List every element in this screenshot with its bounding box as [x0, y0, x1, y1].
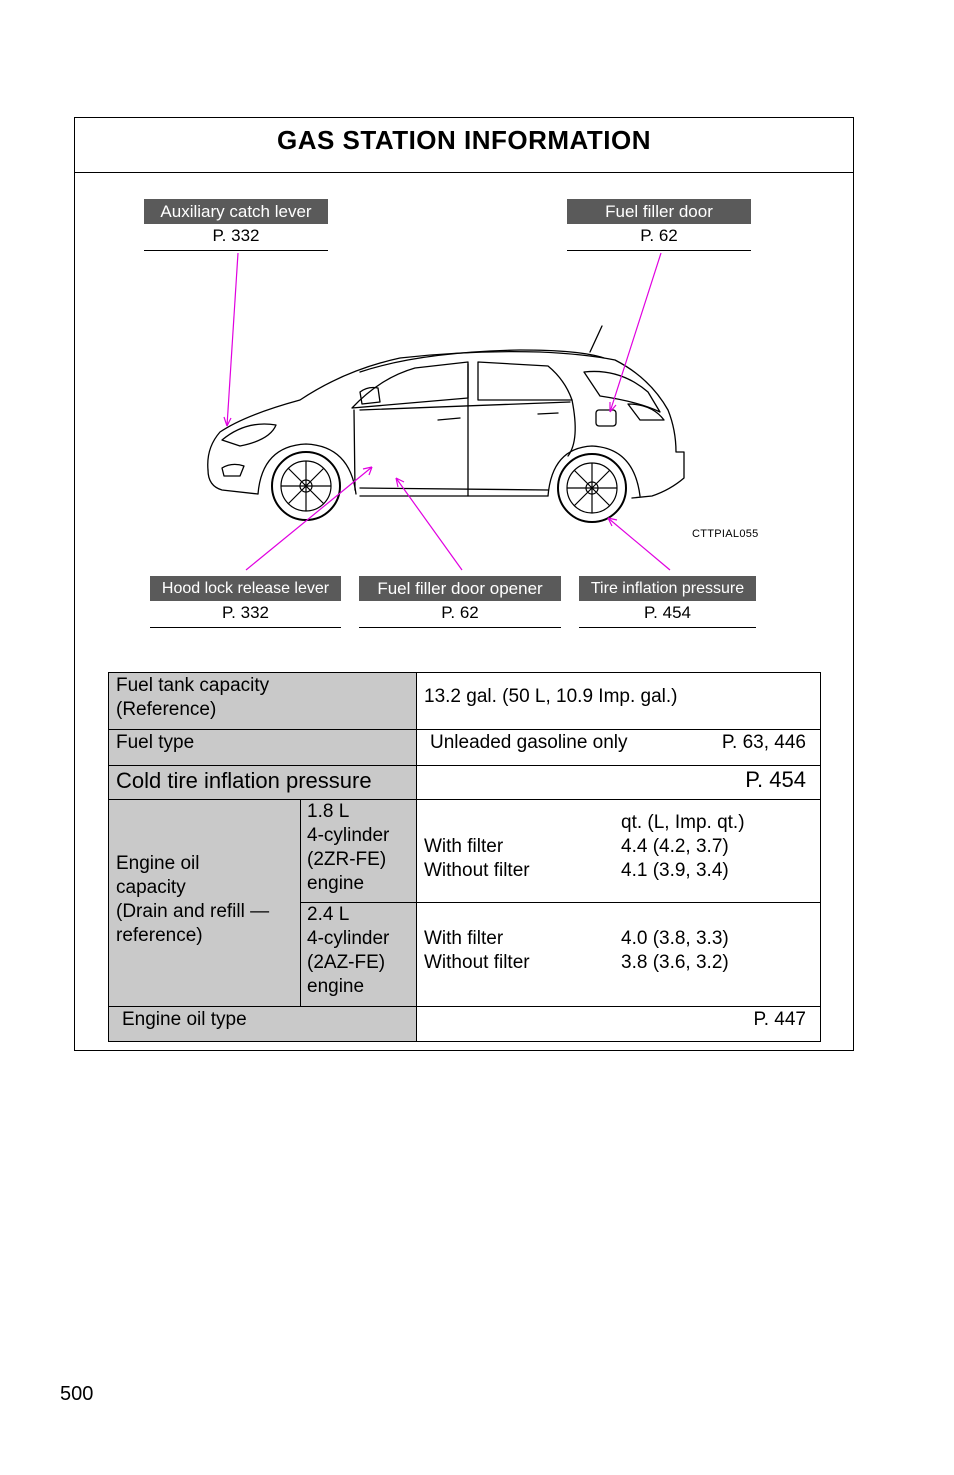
fuel-type-label: Fuel type — [116, 732, 195, 753]
cold-tire-page-ref: P. 454 — [745, 767, 806, 792]
fuel-type-page-ref: P. 63, 446 — [721, 732, 806, 753]
callout-auxiliary-catch-lever — [144, 199, 328, 251]
oil-type-value-cell — [416, 1006, 820, 1041]
cold-tire-value-cell — [416, 765, 820, 799]
engine-oil-label-line3: (Drain and refill — — [116, 901, 270, 922]
oil-unit: qt. (L, Imp. qt.) — [621, 812, 745, 833]
callout-tire-inflation-pressure — [579, 576, 756, 628]
engine2-with-filter-value: 4.0 (3.8, 3.3) — [621, 928, 729, 949]
engine2-line4: engine — [307, 976, 365, 997]
pointer-fuel-door — [610, 253, 661, 412]
engine-oil-label-cell — [109, 799, 300, 1006]
callout-page-ref: P. 332 — [144, 224, 328, 251]
fuel-tank-label-line2: (Reference) — [116, 699, 217, 720]
callout-hood-lock-release-lever — [150, 576, 341, 628]
engine-oil-label-line4: reference) — [116, 925, 203, 946]
engine2-without-filter-value: 3.8 (3.6, 3.2) — [621, 952, 729, 973]
engine2-line1: 2.4 L — [307, 904, 350, 925]
pointer-aux-catch — [227, 253, 238, 426]
oil-type-page-ref: P. 447 — [753, 1009, 806, 1030]
engine-oil-label-line1: Engine oil — [116, 853, 200, 874]
oil-type-label-cell — [109, 1006, 416, 1041]
callout-fuel-filler-door-opener — [359, 576, 561, 628]
cold-tire-label-cell — [109, 765, 416, 799]
fuel-type-value-cell — [416, 729, 820, 765]
page-number: 500 — [60, 1383, 94, 1405]
callout-label: Fuel filler door — [567, 199, 751, 224]
engine1-line1: 1.8 L — [307, 801, 350, 822]
engine2-with-filter-label: With filter — [424, 928, 504, 949]
callout-label: Fuel filler door opener — [359, 576, 561, 601]
rear-wheel — [558, 454, 626, 522]
callout-label: Tire inflation pressure — [579, 576, 756, 601]
callout-label: Hood lock release lever — [150, 576, 341, 601]
engine2-line2: 4-cylinder — [307, 928, 390, 949]
fuel-tank-label-line1: Fuel tank capacity — [116, 675, 270, 696]
cold-tire-label: Cold tire inflation pressure — [116, 768, 372, 793]
car-outline — [208, 326, 684, 498]
engine1-without-filter-value: 4.1 (3.9, 3.4) — [621, 860, 729, 881]
engine1-line3: (2ZR-FE) — [307, 849, 387, 870]
pointer-tire-pressure — [608, 518, 670, 570]
engine2-label-cell — [300, 902, 416, 1006]
front-wheel — [272, 452, 340, 520]
pointer-fuel-opener — [396, 478, 462, 570]
pointer-lines — [224, 253, 670, 570]
fuel-tank-value: 13.2 gal. (50 L, 10.9 Imp. gal.) — [424, 686, 678, 707]
engine1-line2: 4-cylinder — [307, 825, 390, 846]
callout-page-ref: P. 332 — [150, 601, 341, 628]
page-title: GAS STATION INFORMATION — [276, 125, 652, 155]
fuel-type-label-cell — [109, 729, 416, 765]
engine1-with-filter-value: 4.4 (4.2, 3.7) — [621, 836, 729, 857]
engine1-line4: engine — [307, 873, 365, 894]
spec-table — [108, 672, 821, 1042]
callout-page-ref: P. 62 — [359, 601, 561, 628]
callout-page-ref: P. 454 — [579, 601, 756, 628]
engine2-values-cell — [416, 902, 820, 1006]
engine1-without-filter-label: Without filter — [424, 860, 530, 881]
callout-label: Auxiliary catch lever — [144, 199, 328, 224]
engine1-values-cell — [416, 799, 820, 902]
fuel-tank-label-cell — [109, 673, 416, 729]
fuel-tank-value-cell — [416, 673, 820, 729]
engine1-with-filter-label: With filter — [424, 836, 504, 857]
figure-code: CTTPIAL055 — [692, 528, 759, 540]
fuel-type-value: Unleaded gasoline only — [430, 732, 628, 753]
oil-type-label: Engine oil type — [122, 1009, 247, 1030]
engine2-line3: (2AZ-FE) — [307, 952, 386, 973]
callout-page-ref: P. 62 — [567, 224, 751, 251]
engine-oil-label-line2: capacity — [116, 877, 186, 898]
engine2-without-filter-label: Without filter — [424, 952, 530, 973]
engine1-label-cell — [300, 799, 416, 902]
callout-fuel-filler-door — [567, 199, 751, 251]
